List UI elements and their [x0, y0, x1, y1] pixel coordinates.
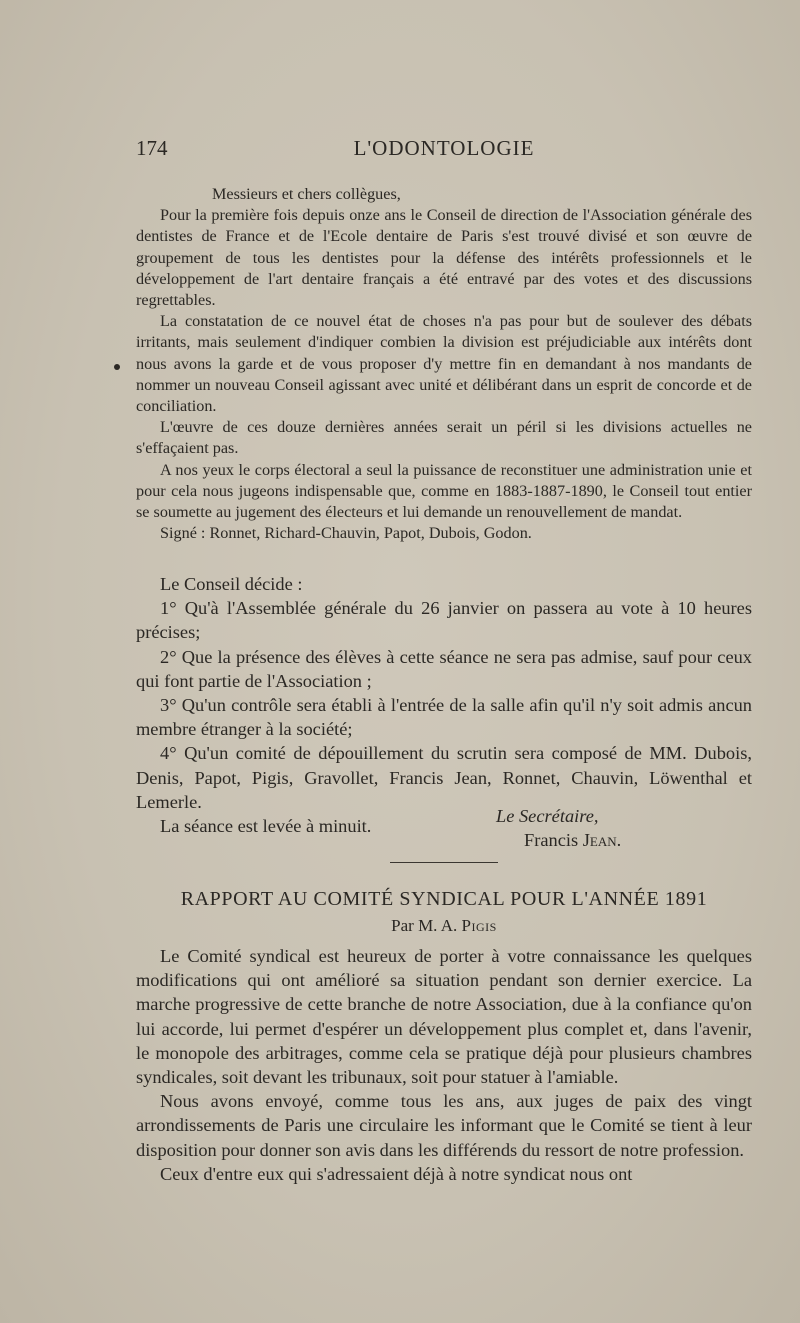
secretary-role: Le Secrétaire,: [496, 806, 599, 826]
section-divider: [390, 862, 498, 863]
page-number: 174: [136, 136, 168, 160]
letter-section: [136, 184, 752, 544]
letter-salutation: Messieurs et chers collègues,: [212, 185, 401, 203]
letter-paragraph: A nos yeux le corps électoral a seul la puissance de reconstituer une administration unie et pour cela nous jugeons indispensable que, comme en 1883-1887-1890, le Conseil tout entier se soumette au jugement des électeurs et lui demande un renouvellement de mandat.: [136, 460, 752, 522]
byline-author: Pigis: [461, 916, 497, 935]
letter-paragraph: La constatation de ce nouvel état de choses n'a pas pour but de soulever des débats irritants, mais seulement d'indiquer combien la division est préjudiciable aux intérêts dont nous avons la garde et de vous proposer d'y mettre fin en demandant à nos mandants de nommer un nouveau Conseil agissant avec unité et délibérant dans un esprit de concorde et de conciliation.: [136, 312, 752, 416]
report-paragraph: Ceux d'entre eux qui s'adressaient déjà à notre syndicat nous ont: [160, 1163, 633, 1184]
margin-dot: [114, 364, 120, 370]
report-paragraph: Le Comité syndical est heureux de porter à votre connaissance les quelques modifications qui ont amélioré sa situation pendant son dernier exercice. La marche progressive de cette branche de notre Association, due à la confiance qu'on lui accorde, lui permet d'espérer un développement plus complet et, dans l'avenir, le monopole des arbitrages, comme cela se pratique déjà pour plusieurs chambres syndicales, soit devant les tribunaux, soit pour statuer à l'amiable.: [136, 946, 752, 1088]
report-title: RAPPORT AU COMITÉ SYNDICAL POUR L'ANNÉE 1891: [180, 888, 708, 910]
letter-signatures: Signé : Ronnet, Richard-Chauvin, Papot, Dubois, Godon.: [160, 524, 532, 543]
letter-paragraph: Pour la première fois depuis onze ans le Conseil de direction de l'Association générale des dentistes de France et de l'Ecole dentaire de Paris s'est trouvé divisé et son œuvre de groupement de tous les dentistes pour la défense des intérêts professionnels et le développement de l'art dentaire français a été entravé par des votes et des discussions regrettables.: [136, 206, 752, 310]
secretary-signature: [136, 804, 752, 852]
byline-prefix: Par M. A.: [391, 916, 458, 935]
secretary-name: [136, 828, 752, 852]
decision-section: [136, 572, 752, 838]
report-paragraph: Nous avons envoyé, comme tous les ans, aux juges de paix des vingt arrondissements de Paris une circulaire les informant que le Comité se tient à leur disposition pour donner son avis dans les différends du ressort de notre profession.: [136, 1091, 752, 1160]
decision-item: 1° Qu'à l'Assemblée générale du 26 janvier on passera au vote à 10 heures précises;: [136, 598, 752, 643]
report-byline: [136, 916, 752, 936]
page-header: [136, 136, 752, 164]
secretary-first-name: Francis: [524, 830, 579, 851]
decision-item: 3° Qu'un contrôle sera établi à l'entrée de la salle afin qu'il n'y soit admis ancun membre étranger à la société;: [136, 695, 752, 740]
letter-paragraph: L'œuvre de ces douze dernières années serait un péril si les divisions actuelles ne s'effaçaient pas.: [136, 418, 752, 458]
decision-intro: Le Conseil décide :: [160, 574, 303, 594]
decision-item: 2° Que la présence des élèves à cette séance ne sera pas admise, sauf pour ceux qui font partie de l'Association ;: [136, 646, 752, 691]
decision-item: 4° Qu'un comité de dépouillement du scrutin sera composé de MM. Dubois, Denis, Papot, Pigis, Gravollet, Francis Jean, Ronnet, Chauvin, Löwenthal et Lemerle.: [136, 743, 752, 812]
secretary-last-name: Jean.: [582, 830, 622, 851]
report-body: [136, 944, 752, 1186]
decision-closing: La séance est levée à minuit.: [160, 816, 372, 837]
running-title: L'ODONTOLOGIE: [353, 136, 535, 160]
